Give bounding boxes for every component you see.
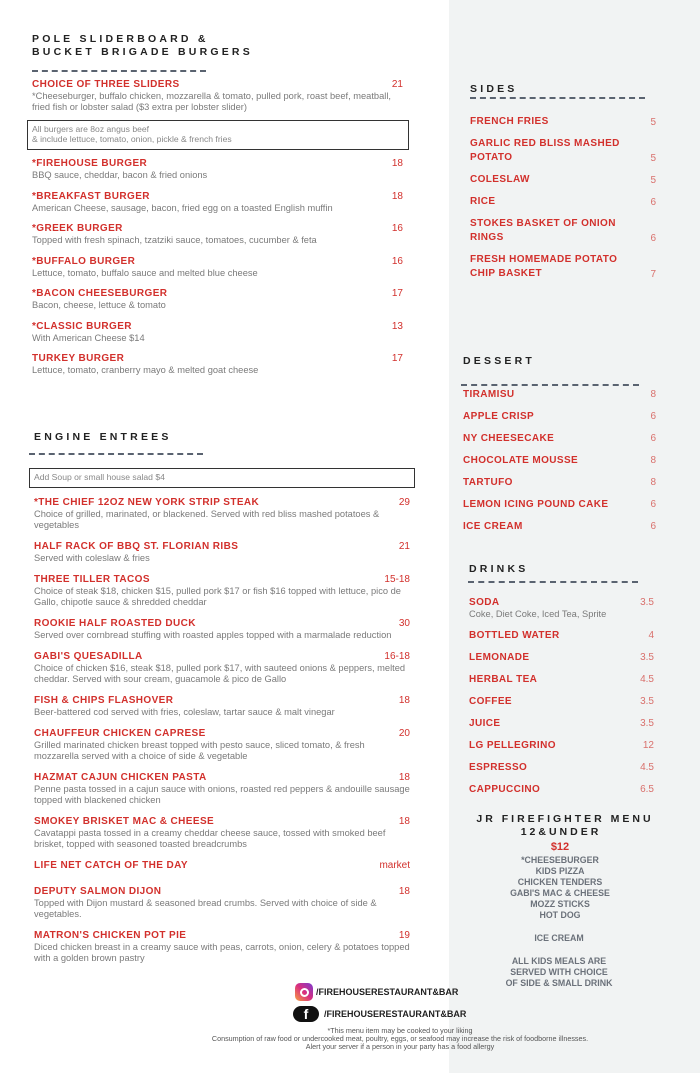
menu-item: [469, 673, 654, 686]
item-desc: Penne pasta tossed in a cajun sauce with onions, roasted red peppers & andouille sausage topped with blackened chicken: [34, 784, 410, 805]
item-desc: Bacon, cheese, lettuce & tomato: [32, 300, 166, 310]
item-name: FISH & CHIPS FLASHOVER: [34, 695, 174, 706]
kids-item: MOZZ STICKS: [530, 899, 590, 909]
item-name: FRESH HOMEMADE POTATO CHIP BASKET: [470, 254, 618, 279]
item-desc: Lettuce, tomato, buffalo sauce and melted blue cheese: [32, 267, 258, 278]
instagram-icon: [295, 983, 313, 1001]
item-name: *BACON CHEESEBURGER: [32, 288, 168, 299]
sides-list: [470, 115, 656, 289]
item-price: 4.5: [640, 762, 654, 773]
footer-disclaimer: [190, 1027, 610, 1051]
kids-dessert: ICE CREAM: [534, 933, 584, 943]
item-price: 18: [398, 886, 410, 897]
item-price: 19: [398, 930, 410, 941]
drinks-list: [469, 596, 654, 805]
facebook-icon: f: [293, 1006, 319, 1022]
instagram-handle: /FIREHOUSERESTAURANT&BAR: [316, 987, 459, 997]
item-name: HALF RACK OF BBQ ST. FLORIAN RIBS: [34, 541, 239, 552]
item-price: 20: [398, 728, 410, 739]
item-price: 16: [391, 223, 403, 234]
item-name: LEMONADE: [469, 652, 530, 663]
kids-price: $12: [550, 841, 570, 853]
item-name: CHOICE OF THREE SLIDERS: [32, 79, 180, 90]
item-name: ICE CREAM: [463, 521, 523, 532]
drinks-title: DRINKS: [469, 563, 529, 575]
item-name: *THE CHIEF 12OZ NEW YORK STRIP STEAK: [34, 497, 260, 508]
item-name: THREE TILLER TACOS: [34, 574, 150, 585]
item-name: COLESLAW: [470, 174, 530, 185]
sides-title: SIDES: [470, 83, 518, 95]
item-price: market: [379, 860, 410, 871]
menu-item: [470, 195, 656, 209]
kids-item: GABI'S MAC & CHEESE: [510, 888, 610, 898]
item-price: 5: [650, 175, 656, 186]
item-name: CHAUFFEUR CHICKEN CAPRESE: [34, 728, 206, 739]
menu-item: [470, 217, 656, 245]
item-name: FRENCH FRIES: [470, 116, 549, 127]
item-price: 6: [650, 233, 656, 244]
item-name: CAPPUCCINO: [469, 784, 541, 795]
kids-item: HOT DOG: [539, 910, 581, 920]
item-name: LG PELLEGRINO: [469, 740, 556, 751]
menu-item: [34, 617, 410, 641]
item-price: 21: [391, 79, 403, 90]
item-price: 3.5: [640, 652, 654, 663]
menu-item: [469, 629, 654, 642]
item-price: 18: [391, 158, 403, 169]
kids-note-line: SERVED WITH CHOICE: [510, 967, 608, 977]
item-price: 12: [642, 740, 654, 751]
menu-item: [34, 694, 410, 718]
instagram-link[interactable]: [295, 983, 458, 1001]
item-name: GABI'S QUESADILLA: [34, 651, 143, 662]
item-price: 15-18: [384, 574, 410, 585]
item-desc: With American Cheese $14: [32, 332, 145, 343]
item-price: 6: [650, 411, 656, 422]
divider: [32, 70, 206, 72]
kids-items: [445, 855, 675, 921]
facebook-link[interactable]: [293, 1006, 466, 1022]
item-desc: Grilled marinated chicken breast topped with pesto sauce, sliced tomato, & fresh mozzarella served with a choice of side & vegetable: [34, 740, 365, 761]
item-price: 8: [650, 455, 656, 466]
item-price: 30: [398, 618, 410, 629]
entree-note-box: Add Soup or small house salad $4: [29, 468, 415, 488]
title-line: POLE SLIDERBOARD &: [32, 33, 209, 45]
menu-item: [32, 222, 403, 246]
burgers-title: [32, 33, 253, 59]
menu-item: [469, 783, 654, 796]
item-name: *GREEK BURGER: [32, 223, 123, 234]
menu-item: [470, 173, 656, 187]
divider: [468, 581, 638, 583]
menu-item: [34, 815, 410, 850]
item-price: 6.5: [640, 784, 654, 795]
menu-item: [32, 190, 403, 214]
footer-line: *This menu item may be cooked to your liking: [327, 1026, 473, 1035]
menu-item: [469, 596, 654, 620]
divider: [461, 384, 639, 386]
menu-item: [32, 352, 403, 376]
footer-line: Alert your server if a person in your party has a food allergy: [305, 1042, 495, 1051]
item-name: APPLE CRISP: [463, 411, 535, 422]
menu-item: [34, 885, 410, 920]
item-price: 5: [650, 117, 656, 128]
menu-item: [34, 540, 410, 564]
item-desc: BBQ sauce, cheddar, bacon & fried onions: [32, 170, 208, 180]
menu-item: [32, 255, 403, 279]
dessert-list: [463, 388, 656, 542]
menu-item: [34, 727, 410, 762]
menu-item: [32, 157, 403, 181]
item-price: 18: [398, 772, 410, 783]
item-desc: Topped with fresh spinach, tzatziki sauce, tomatoes, cucumber & feta: [32, 235, 317, 245]
note-line: All burgers are 8oz angus beef: [32, 124, 150, 134]
item-price: 6: [650, 197, 656, 208]
footer-line: Consumption of raw food or undercooked meat, poultry, eggs, or seafood may increase the risk of foodborne illnesses.: [211, 1034, 589, 1043]
item-price: 17: [391, 353, 403, 364]
item-desc: Served with coleslaw & fries: [34, 553, 150, 563]
menu-item: [463, 388, 656, 401]
menu-item: [470, 115, 656, 129]
item-price: 16-18: [384, 651, 410, 662]
entree-list: [34, 496, 410, 973]
item-name: SODA: [469, 597, 500, 608]
item-price: 5: [650, 153, 656, 164]
item-price: 4.5: [640, 674, 654, 685]
item-name: *FIREHOUSE BURGER: [32, 158, 148, 169]
menu-item: [463, 410, 656, 423]
divider: [470, 97, 645, 99]
item-price: 18: [398, 816, 410, 827]
kids-item: CHICKEN TENDERS: [517, 877, 603, 887]
facebook-handle: /FIREHOUSERESTAURANT&BAR: [324, 1009, 467, 1019]
menu-item: [34, 929, 410, 964]
menu-item: [34, 859, 410, 872]
item-price: 8: [650, 477, 656, 488]
item-name: COFFEE: [469, 696, 512, 707]
item-name: GARLIC RED BLISS MASHED POTATO: [470, 138, 620, 163]
item-name: LIFE NET CATCH OF THE DAY: [34, 860, 188, 871]
menu-item: [469, 761, 654, 774]
item-name: BOTTLED WATER: [469, 630, 560, 641]
kids-note-line: OF SIDE & SMALL DRINK: [505, 978, 613, 988]
item-name: TARTUFO: [463, 477, 513, 488]
item-price: 3.5: [640, 718, 654, 729]
item-price: 8: [650, 389, 656, 400]
item-price: 17: [391, 288, 403, 299]
item-name: TURKEY BURGER: [32, 353, 125, 364]
item-desc: Topped with Dijon mustard & seasoned bread crumbs. Served with choice of side & vegetables.: [34, 898, 377, 919]
kids-title: JR FIREFIGHTER MENU: [476, 813, 654, 825]
entrees-title: ENGINE ENTREES: [34, 431, 172, 443]
item-desc: Diced chicken breast in a creamy sauce with peas, carrots, onion, celery & potatoes topped with a golden brown pastry: [34, 942, 410, 963]
item-desc: Choice of chicken $16, steak $18, pulled pork $17, with sauteed onions & peppers, melted cheddar. Served with sour cream, guacamole & pico de Gallo: [34, 663, 406, 684]
menu-item: [470, 137, 656, 165]
kids-subtitle: 12&UNDER: [520, 826, 602, 838]
menu-item: [463, 498, 656, 511]
menu-item: [469, 695, 654, 708]
menu-item: [470, 253, 656, 281]
kids-item: *CHEESEBURGER: [521, 855, 599, 865]
menu-item: [463, 476, 656, 489]
item-name: TIRAMISU: [463, 389, 515, 400]
item-price: 3.5: [640, 597, 654, 608]
kids-item: KIDS PIZZA: [535, 866, 585, 876]
menu-item: [469, 717, 654, 730]
item-name: CHOCOLATE MOUSSE: [463, 455, 579, 466]
burger-note-box: [27, 120, 409, 150]
item-name: MATRON'S CHICKEN POT PIE: [34, 930, 187, 941]
menu-item: [32, 320, 403, 344]
item-name: HAZMAT CAJUN CHICKEN PASTA: [34, 772, 207, 783]
menu-item: [463, 432, 656, 445]
item-price: 13: [391, 320, 403, 332]
item-name: LEMON ICING POUND CAKE: [463, 499, 609, 510]
title-line: BUCKET BRIGADE BURGERS: [32, 46, 253, 58]
burger-list: [32, 157, 403, 385]
item-price: 18: [391, 190, 403, 202]
item-name: STOKES BASKET OF ONION RINGS: [470, 218, 616, 243]
kids-note-line: ALL KIDS MEALS ARE: [511, 956, 607, 966]
dessert-title: DESSERT: [463, 355, 535, 367]
kids-menu: [455, 813, 675, 989]
item-name: *CLASSIC BURGER: [32, 320, 132, 332]
item-price: 4: [648, 630, 654, 641]
menu-item: [34, 650, 410, 685]
item-price: 6: [650, 521, 656, 532]
note-line: & include lettuce, tomato, onion, pickle & french fries: [32, 134, 232, 144]
item-desc: Beer-battered cod served with fries, coleslaw, tartar sauce & malt vinegar: [34, 707, 335, 717]
item-desc: Choice of steak $18, chicken $15, pulled pork $17 or fish $16 topped with lettuce, pico de Gallo, chipotle sauce & shredded cheddar: [34, 586, 401, 607]
item-desc: American Cheese, sausage, bacon, fried egg on a toasted English muffin: [32, 202, 333, 213]
item-name: JUICE: [469, 718, 501, 729]
item-price: 6: [650, 433, 656, 444]
item-price: 6: [650, 499, 656, 510]
menu-item: [32, 287, 403, 311]
item-desc: Served over cornbread stuffing with roasted apples topped with a marmalade reduction: [34, 630, 392, 640]
item-name: *BREAKFAST BURGER: [32, 190, 150, 202]
menu-item: [463, 454, 656, 467]
item-desc: Coke, Diet Coke, Iced Tea, Sprite: [469, 609, 607, 619]
menu-item: [34, 771, 410, 806]
item-price: 29: [398, 497, 410, 508]
item-desc: Cavatappi pasta tossed in a creamy cheddar cheese sauce, tossed with smoked beef brisket, topped with seasoned toasted breadcrumbs: [34, 828, 386, 849]
item-price: 18: [398, 695, 410, 706]
item-name: DEPUTY SALMON DIJON: [34, 886, 162, 897]
item-desc: *Cheeseburger, buffalo chicken, mozzarella & tomato, pulled pork, roast beef, meatball, fried fish or lobster salad ($3 extra per lobster slider): [32, 91, 391, 112]
item-name: HERBAL TEA: [469, 674, 538, 685]
item-name: SMOKEY BRISKET MAC & CHEESE: [34, 816, 215, 827]
item-name: ESPRESSO: [469, 762, 528, 773]
item-name: RICE: [470, 196, 496, 207]
menu-item: [32, 78, 403, 113]
item-name: *BUFFALO BURGER: [32, 255, 136, 267]
divider: [29, 453, 203, 455]
menu-item: [463, 520, 656, 533]
item-desc: Lettuce, tomato, cranberry mayo & melted goat cheese: [32, 365, 259, 375]
item-price: 7: [650, 269, 656, 280]
item-price: 3.5: [640, 696, 654, 707]
item-name: NY CHEESECAKE: [463, 433, 555, 444]
item-price: 21: [398, 541, 410, 552]
menu-item: [469, 739, 654, 752]
menu-item: [469, 651, 654, 664]
item-price: 16: [391, 255, 403, 267]
item-desc: Choice of grilled, marinated, or blackened. Served with red bliss mashed potatoes & vegetables: [34, 509, 380, 530]
menu-item: [34, 573, 410, 608]
item-name: ROOKIE HALF ROASTED DUCK: [34, 618, 196, 629]
menu-item: [34, 496, 410, 531]
